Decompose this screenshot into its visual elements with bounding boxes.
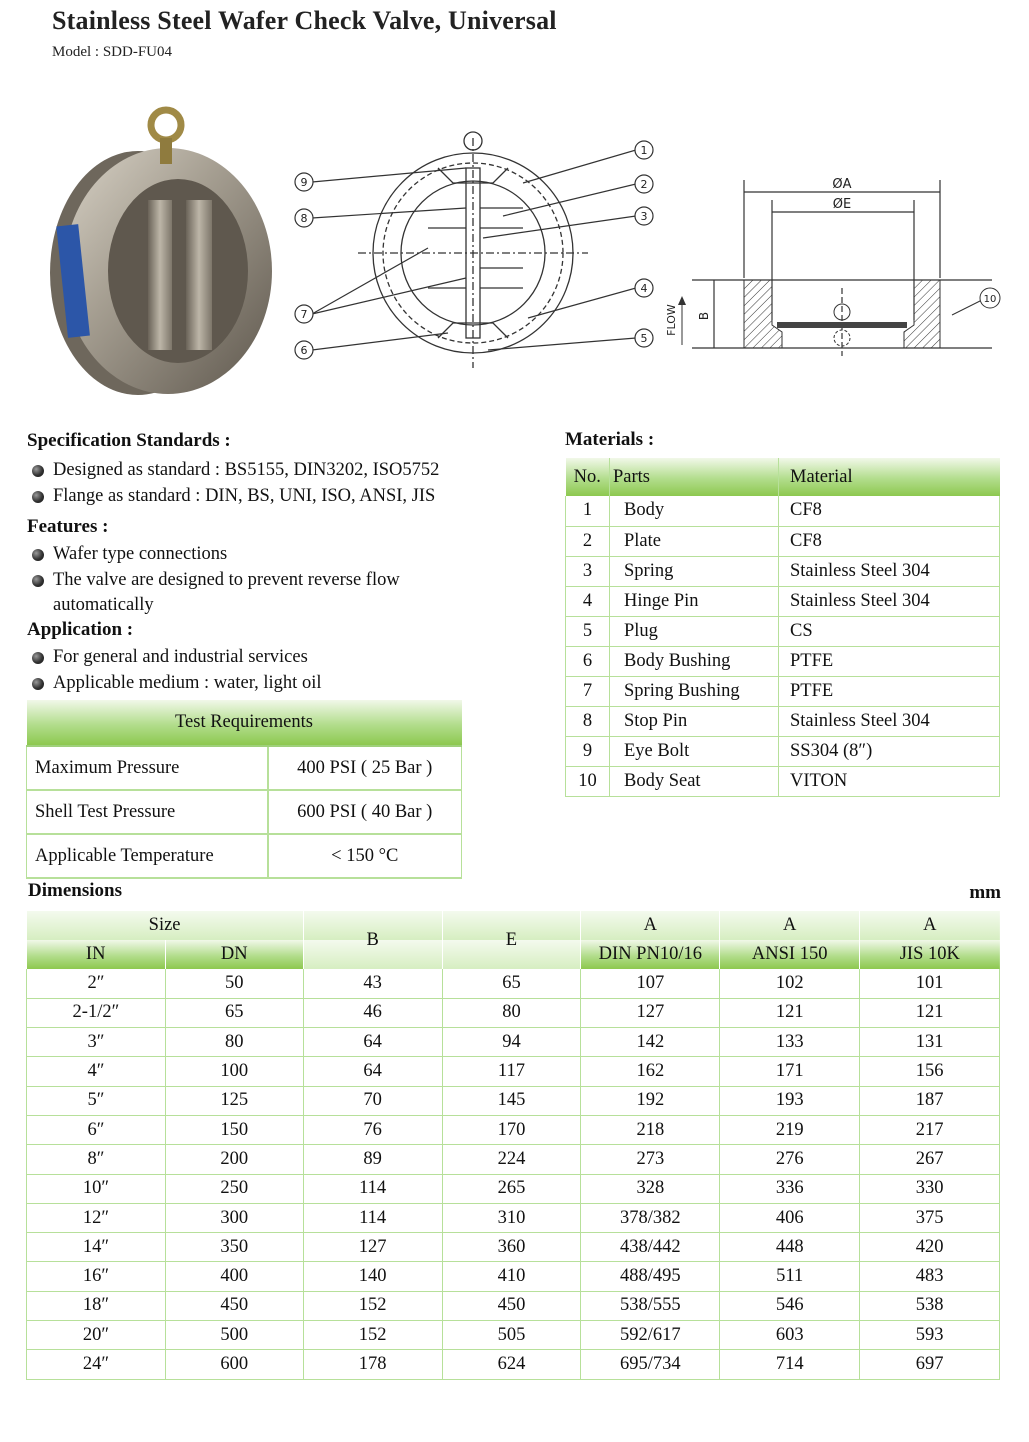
application-heading: Application : (27, 619, 134, 640)
size-in: 2-1/2″ (27, 998, 166, 1027)
dim-a-ansi: 193 (720, 1086, 860, 1115)
material-no: 3 (566, 556, 610, 586)
material-part: Spring (610, 556, 779, 586)
materials-table (565, 458, 1000, 797)
dim-e: 505 (442, 1321, 581, 1350)
size-in: 8″ (27, 1145, 166, 1174)
material-part: Body Bushing (610, 646, 779, 676)
callout-10: 10 (983, 294, 997, 305)
size-in: 10″ (27, 1174, 166, 1203)
dim-a-ansi: 511 (720, 1262, 860, 1291)
dim-e: 360 (442, 1233, 581, 1262)
dim-e: 170 (442, 1115, 581, 1144)
material-name: CF8 (779, 496, 1000, 526)
dim-a-din: 218 (581, 1115, 720, 1144)
dim-a-jis: 267 (860, 1145, 1000, 1174)
dim-b: 152 (303, 1291, 442, 1320)
table-row (27, 834, 462, 878)
callout-5: 5 (640, 332, 648, 345)
dim-a-ansi: 406 (720, 1203, 860, 1232)
features-heading: Features : (27, 516, 109, 537)
size-dn: 600 (165, 1350, 303, 1379)
dim-a-jis: 330 (860, 1174, 1000, 1203)
callout-1: 1 (640, 144, 648, 157)
dim-e: 310 (442, 1203, 581, 1232)
dim-b: 89 (303, 1145, 442, 1174)
material-part: Hinge Pin (610, 586, 779, 616)
dim-a-ansi: 714 (720, 1350, 860, 1379)
page-title: Stainless Steel Wafer Check Valve, Universal (52, 6, 557, 35)
material-no: 1 (566, 496, 610, 526)
material-no: 8 (566, 706, 610, 736)
size-in: 3″ (27, 1028, 166, 1057)
table-row (566, 706, 1000, 736)
dim-b: 46 (303, 998, 442, 1027)
dim-a-ansi: 171 (720, 1057, 860, 1086)
dim-a-jis: 420 (860, 1233, 1000, 1262)
dim-a-din: 378/382 (581, 1203, 720, 1232)
material-part: Plug (610, 616, 779, 646)
dim-a-din: 438/442 (581, 1233, 720, 1262)
front-view-drawing (288, 128, 660, 378)
callout-8: 8 (300, 212, 308, 225)
dim-b: 152 (303, 1321, 442, 1350)
callout-4: 4 (640, 282, 648, 295)
material-no: 9 (566, 736, 610, 766)
callout-9: 9 (300, 176, 308, 189)
dims-header-size: Size (27, 911, 304, 940)
dim-b: 70 (303, 1086, 442, 1115)
size-in: 16″ (27, 1262, 166, 1291)
table-row (27, 1350, 1000, 1379)
dim-a-din: 538/555 (581, 1291, 720, 1320)
dim-a-ansi: 276 (720, 1145, 860, 1174)
spec-list (28, 458, 528, 509)
size-dn: 350 (165, 1233, 303, 1262)
dims-header-a-ansi: A (720, 911, 860, 940)
dims-header-ansi: ANSI 150 (720, 940, 860, 969)
dim-a-din: 107 (581, 969, 720, 998)
size-dn: 50 (165, 969, 303, 998)
dimensions-heading: Dimensions (28, 880, 122, 901)
material-no: 7 (566, 676, 610, 706)
material-part: Body (610, 496, 779, 526)
size-dn: 450 (165, 1291, 303, 1320)
callout-2: 2 (640, 178, 648, 191)
dim-a-jis: 121 (860, 998, 1000, 1027)
dimensions-unit: mm (969, 882, 1001, 903)
dim-a-ansi: 336 (720, 1174, 860, 1203)
materials-header-no: No. (566, 458, 610, 496)
table-row (27, 1233, 1000, 1262)
dim-a-ansi: 102 (720, 969, 860, 998)
dim-b: 127 (303, 1233, 442, 1262)
test-label: Maximum Pressure (27, 746, 268, 790)
table-row (27, 1321, 1000, 1350)
dim-a-label: ØA (832, 177, 852, 192)
size-in: 12″ (27, 1203, 166, 1232)
valve-photo (28, 90, 280, 400)
dim-e: 624 (442, 1350, 581, 1379)
dim-a-din: 488/495 (581, 1262, 720, 1291)
material-part: Plate (610, 526, 779, 556)
dims-header-in: IN (27, 940, 166, 969)
dim-b: 64 (303, 1057, 442, 1086)
material-name: CS (779, 616, 1000, 646)
size-in: 24″ (27, 1350, 166, 1379)
dim-a-jis: 697 (860, 1350, 1000, 1379)
material-no: 5 (566, 616, 610, 646)
list-item: Applicable medium : water, light oil (28, 671, 488, 697)
dim-b: 178 (303, 1350, 442, 1379)
dim-a-din: 592/617 (581, 1321, 720, 1350)
dimensions-table (26, 911, 1000, 1380)
materials-header-material: Material (790, 466, 853, 487)
dim-a-ansi: 133 (720, 1028, 860, 1057)
table-row (566, 586, 1000, 616)
test-label: Applicable Temperature (27, 834, 268, 878)
material-part: Eye Bolt (610, 736, 779, 766)
dims-header-jis: JIS 10K (899, 944, 960, 964)
material-name: Stainless Steel 304 (779, 556, 1000, 586)
table-row (566, 496, 1000, 526)
table-row (27, 1115, 1000, 1144)
materials-heading: Materials : (565, 429, 655, 450)
test-requirements-table (26, 700, 462, 879)
material-part: Stop Pin (610, 706, 779, 736)
table-row (566, 766, 1000, 796)
dims-header-a-din: A (581, 911, 720, 940)
dim-a-jis: 131 (860, 1028, 1000, 1057)
dim-a-ansi: 546 (720, 1291, 860, 1320)
dim-b: 43 (303, 969, 442, 998)
material-no: 2 (566, 526, 610, 556)
dim-a-jis: 538 (860, 1291, 1000, 1320)
callout-6: 6 (300, 344, 308, 357)
table-row (27, 1291, 1000, 1320)
dim-e: 65 (442, 969, 581, 998)
size-in: 6″ (27, 1115, 166, 1144)
table-row (27, 969, 1000, 998)
table-row (566, 526, 1000, 556)
material-name: PTFE (779, 646, 1000, 676)
table-row (566, 646, 1000, 676)
application-list (28, 645, 488, 696)
size-dn: 125 (165, 1086, 303, 1115)
table-row (566, 556, 1000, 586)
material-part: Body Seat (610, 766, 779, 796)
table-row (27, 1086, 1000, 1115)
dim-a-jis: 217 (860, 1115, 1000, 1144)
test-value: < 150 °C (268, 834, 462, 878)
dim-e: 145 (442, 1086, 581, 1115)
test-value: 600 PSI ( 40 Bar ) (268, 790, 462, 834)
size-dn: 250 (165, 1174, 303, 1203)
materials-header-parts: Parts (610, 458, 779, 496)
size-in: 5″ (27, 1086, 166, 1115)
dim-a-din: 273 (581, 1145, 720, 1174)
size-dn: 500 (165, 1321, 303, 1350)
list-item: Wafer type connections (28, 542, 488, 568)
dim-e: 94 (442, 1028, 581, 1057)
material-name: PTFE (779, 676, 1000, 706)
table-row (27, 746, 462, 790)
dim-b: 76 (303, 1115, 442, 1144)
dim-b: 64 (303, 1028, 442, 1057)
table-row (566, 616, 1000, 646)
list-item: The valve are designed to prevent reverse flow automatically (28, 568, 488, 619)
size-in: 4″ (27, 1057, 166, 1086)
dim-b: 140 (303, 1262, 442, 1291)
table-row (27, 1057, 1000, 1086)
test-table-header: Test Requirements (27, 700, 462, 746)
table-row (27, 1145, 1000, 1174)
dim-a-ansi: 219 (720, 1115, 860, 1144)
dim-a-jis: 483 (860, 1262, 1000, 1291)
dim-a-ansi: 603 (720, 1321, 860, 1350)
dim-a-ansi: 121 (720, 998, 860, 1027)
dim-a-jis: 101 (860, 969, 1000, 998)
dims-header-dn: DN (165, 940, 303, 969)
size-in: 18″ (27, 1291, 166, 1320)
dim-a-din: 328 (581, 1174, 720, 1203)
material-name: Stainless Steel 304 (779, 706, 1000, 736)
model-number: Model : SDD-FU04 (52, 44, 173, 60)
dim-b-label: B (697, 311, 711, 321)
dim-e: 117 (442, 1057, 581, 1086)
table-row (566, 676, 1000, 706)
list-item: Designed as standard : BS5155, DIN3202, ISO5752 (28, 458, 528, 484)
dims-header-e: E (442, 911, 581, 969)
size-in: 14″ (27, 1233, 166, 1262)
table-row (27, 790, 462, 834)
table-row (27, 1203, 1000, 1232)
material-name: CF8 (779, 526, 1000, 556)
table-row (27, 1028, 1000, 1057)
size-in: 2″ (27, 969, 166, 998)
list-item: For general and industrial services (28, 645, 488, 671)
size-dn: 400 (165, 1262, 303, 1291)
list-item: Flange as standard : DIN, BS, UNI, ISO, ANSI, JIS (28, 484, 528, 510)
material-name: SS304 (8″) (779, 736, 1000, 766)
size-dn: 200 (165, 1145, 303, 1174)
table-row (27, 1262, 1000, 1291)
dim-a-jis: 187 (860, 1086, 1000, 1115)
size-dn: 65 (165, 998, 303, 1027)
dim-e: 80 (442, 998, 581, 1027)
material-no: 6 (566, 646, 610, 676)
dim-a-din: 162 (581, 1057, 720, 1086)
table-row (27, 1174, 1000, 1203)
dim-a-ansi: 448 (720, 1233, 860, 1262)
table-row (27, 998, 1000, 1027)
dim-a-jis: 375 (860, 1203, 1000, 1232)
size-dn: 80 (165, 1028, 303, 1057)
dim-a-din: 192 (581, 1086, 720, 1115)
dim-a-jis: 593 (860, 1321, 1000, 1350)
material-part: Spring Bushing (610, 676, 779, 706)
flow-label: FLOW (665, 304, 678, 336)
dim-a-din: 142 (581, 1028, 720, 1057)
dim-b: 114 (303, 1203, 442, 1232)
material-no: 4 (566, 586, 610, 616)
dim-a-din: 127 (581, 998, 720, 1027)
dim-a-din: 695/734 (581, 1350, 720, 1379)
dims-header-a-jis: A (923, 915, 937, 935)
size-dn: 150 (165, 1115, 303, 1144)
dim-e: 265 (442, 1174, 581, 1203)
material-no: 10 (566, 766, 610, 796)
dims-header-din: DIN PN10/16 (581, 940, 720, 969)
size-in: 20″ (27, 1321, 166, 1350)
size-dn: 100 (165, 1057, 303, 1086)
dim-e-label: ØE (832, 197, 852, 212)
dims-header-b: B (303, 911, 442, 969)
dim-e: 410 (442, 1262, 581, 1291)
dim-e: 450 (442, 1291, 581, 1320)
dim-a-jis: 156 (860, 1057, 1000, 1086)
test-value: 400 PSI ( 25 Bar ) (268, 746, 462, 790)
section-view-drawing (652, 160, 1012, 360)
material-name: VITON (779, 766, 1000, 796)
dim-e: 224 (442, 1145, 581, 1174)
table-row (566, 736, 1000, 766)
spec-heading: Specification Standards : (27, 430, 231, 451)
features-list (28, 542, 488, 619)
size-dn: 300 (165, 1203, 303, 1232)
material-name: Stainless Steel 304 (779, 586, 1000, 616)
callout-7: 7 (300, 308, 308, 321)
callout-3: 3 (640, 210, 648, 223)
dim-b: 114 (303, 1174, 442, 1203)
test-label: Shell Test Pressure (27, 790, 268, 834)
